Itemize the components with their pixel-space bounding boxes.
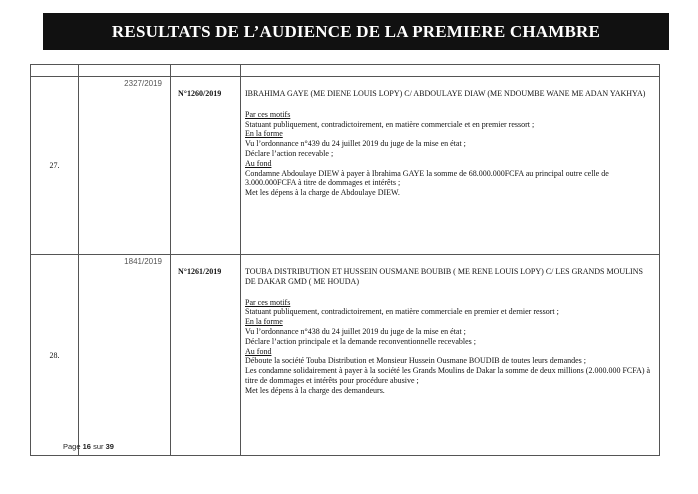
decision-line: Les condamne solidairement à payer à la société les Grands Moulins de Dakar la somme de deux millions (2.000.000 FCFA) à titre de dommages et intérêts pour procédure abusive ; <box>245 366 651 385</box>
page-title: RESULTATS DE L’AUDIENCE DE LA PREMIERE CHAMBRE <box>111 21 601 41</box>
header-cell <box>31 65 79 77</box>
decision-line: Met les dépens à la charge de Abdoulaye DIEW. <box>245 188 400 198</box>
case-parties: IBRAHIMA GAYE (ME DIENE LOUIS LOPY) C/ ABDOULAYE DIAW (ME NDOUMBE WANE ME ADAN YAKHYA) <box>245 89 646 98</box>
table-header-row <box>31 65 660 77</box>
decision-text <box>245 298 655 396</box>
footer-current-page: 16 <box>82 442 91 451</box>
decision-line: Vu l’ordonnance n°438 du 24 juillet 2019 du juge de la mise en état ; <box>245 326 466 336</box>
results-table <box>30 64 660 456</box>
page-footer <box>63 442 114 451</box>
table-row <box>31 255 660 456</box>
header-cell <box>171 65 241 77</box>
page-title-banner <box>43 13 669 50</box>
decision-line: Vu l’ordonnance n°439 du 24 juillet 2019 du juge de la mise en état ; <box>245 139 466 149</box>
case-content <box>241 255 660 456</box>
decision-line: Déclare l’action principale et la demande reconventionnelle recevables ; <box>245 336 476 346</box>
decision-line: Déclare l’action recevable ; <box>245 148 334 158</box>
footer-sep: sur <box>93 442 104 451</box>
case-content <box>241 77 660 255</box>
case-parties: TOUBA DISTRIBUTION ET HUSSEIN OUSMANE BOUBIB ( ME RENE LOUIS LOPY) C/ LES GRANDS MOULINS DE DAKAR GMD ( ME HOUDA) <box>245 267 643 286</box>
section-heading: Par ces motifs <box>245 109 291 119</box>
decision-text <box>245 110 655 198</box>
section-heading: En la forme <box>245 129 283 139</box>
section-heading: En la forme <box>245 317 283 327</box>
header-cell <box>79 65 171 77</box>
table-row <box>31 77 660 255</box>
dossier-number: N°1260/2019 <box>171 77 241 255</box>
case-number: 28. <box>31 255 79 456</box>
decision-line: Statuant publiquement, contradictoirement, en matière commerciale et en premier ressort ; <box>245 119 535 129</box>
footer-prefix: Page <box>63 442 81 451</box>
decision-line: Condamne Abdoulaye DIEW à payer à Ibrahima GAYE la somme de 68.000.000FCFA au principal outre celle de 3.000.000FCFA à titre de dommages et intérêts ; <box>245 168 609 188</box>
decision-line: Met les dépens à la charge des demandeurs. <box>245 385 385 395</box>
section-heading: Au fond <box>245 158 272 168</box>
rg-number: 1841/2019 <box>79 255 171 456</box>
decision-line: Déboute la société Touba Distribution et Monsieur Hussein Ousmane BOUDIB de toutes leurs demandes ; <box>245 356 587 366</box>
case-number: 27. <box>31 77 79 255</box>
section-heading: Par ces motifs <box>245 297 291 307</box>
section-heading: Au fond <box>245 346 272 356</box>
footer-total-pages: 39 <box>105 442 114 451</box>
rg-number: 2327/2019 <box>79 77 171 255</box>
dossier-number: N°1261/2019 <box>171 255 241 456</box>
header-cell <box>241 65 660 77</box>
decision-line: Statuant publiquement, contradictoirement, en matière commerciale en premier et dernier ressort ; <box>245 307 559 317</box>
